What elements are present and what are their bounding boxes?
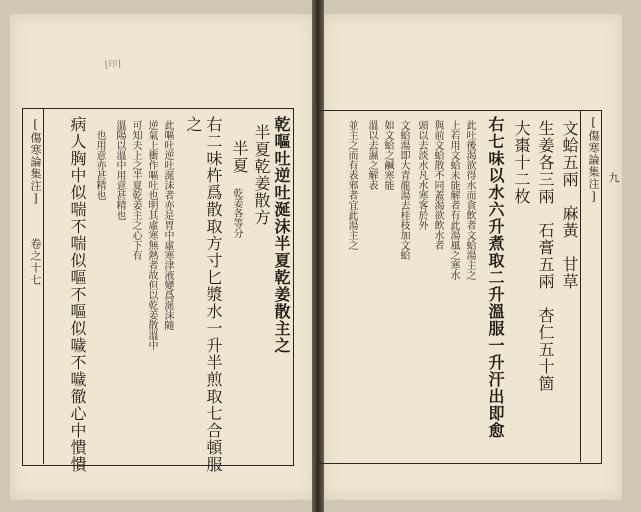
left-col-11: 病人胸中似喘不喘似嘔不嘔似噦不噦徹心中憒憒	[68, 116, 87, 473]
left-col-8: 可知夫上之半夏乾姜主之心下有	[130, 120, 141, 260]
left-col-1: 乾嘔吐逆吐涎沫半夏乾姜散主之	[272, 116, 291, 354]
left-col-10: 也用意亦甚精也	[94, 130, 105, 200]
right-running-title: [傷寒論集注]	[587, 116, 600, 204]
right-col-3: 大棗十二枚	[512, 120, 531, 205]
left-col-6: 此嘔吐逆吐涎沫者亦是胃中虛寒津液變爲涎沫隨	[162, 120, 173, 330]
right-col-11: 溫以去濕之解表	[366, 120, 377, 190]
left-col-4: 右二味杵爲散取方寸匕漿水一升半煎取七合頓服	[204, 116, 223, 473]
library-stamp	[91, 59, 138, 106]
right-col-1: 文蛤五兩 麻黃 甘草	[560, 120, 579, 290]
right-col-6: 上若用文蛤未能解者有此湯風之寒水	[448, 120, 459, 280]
right-col-4: 右七味以水六升煮取二升溫服一升汗出即愈	[486, 116, 505, 439]
left-col-3b: 乾姜各等分	[231, 188, 242, 238]
right-col-2: 生姜各三兩 石膏五兩 杏仁五十箇	[536, 120, 555, 392]
right-col-10: 如文蛤之鹹寒能	[382, 120, 393, 190]
right-col-8: 頭以去淡水凡水寒客於外	[416, 120, 427, 230]
stamp-text: [印]	[104, 59, 122, 71]
left-col-2: 半夏乾姜散方	[252, 124, 271, 226]
right-col-12: 並主之而有表邪者宜此湯主之	[346, 120, 357, 250]
right-col-5: 此吐後渴欲得水而貪飲者文蛤湯主之	[464, 120, 475, 280]
left-col-5: 之	[184, 116, 203, 133]
right-col-9: 文蛤湯即大青龍湯去桂枝加文蛤	[398, 120, 409, 260]
left-col-9: 溫陽以溫中用意甚精也	[114, 120, 125, 220]
left-col-3a: 半夏	[230, 140, 249, 174]
left-volume-label: 卷之十七	[29, 238, 42, 286]
left-col-7: 逆氣上衝作嘔吐也明其虛寒無熱者故但以乾姜散溫中	[146, 120, 157, 350]
right-col-7: 與前文蛤散不同蓋渴欲飲水者	[432, 120, 443, 250]
right-page-mark: 九	[607, 172, 620, 184]
left-running-title: [傷寒論集注]	[29, 118, 42, 206]
